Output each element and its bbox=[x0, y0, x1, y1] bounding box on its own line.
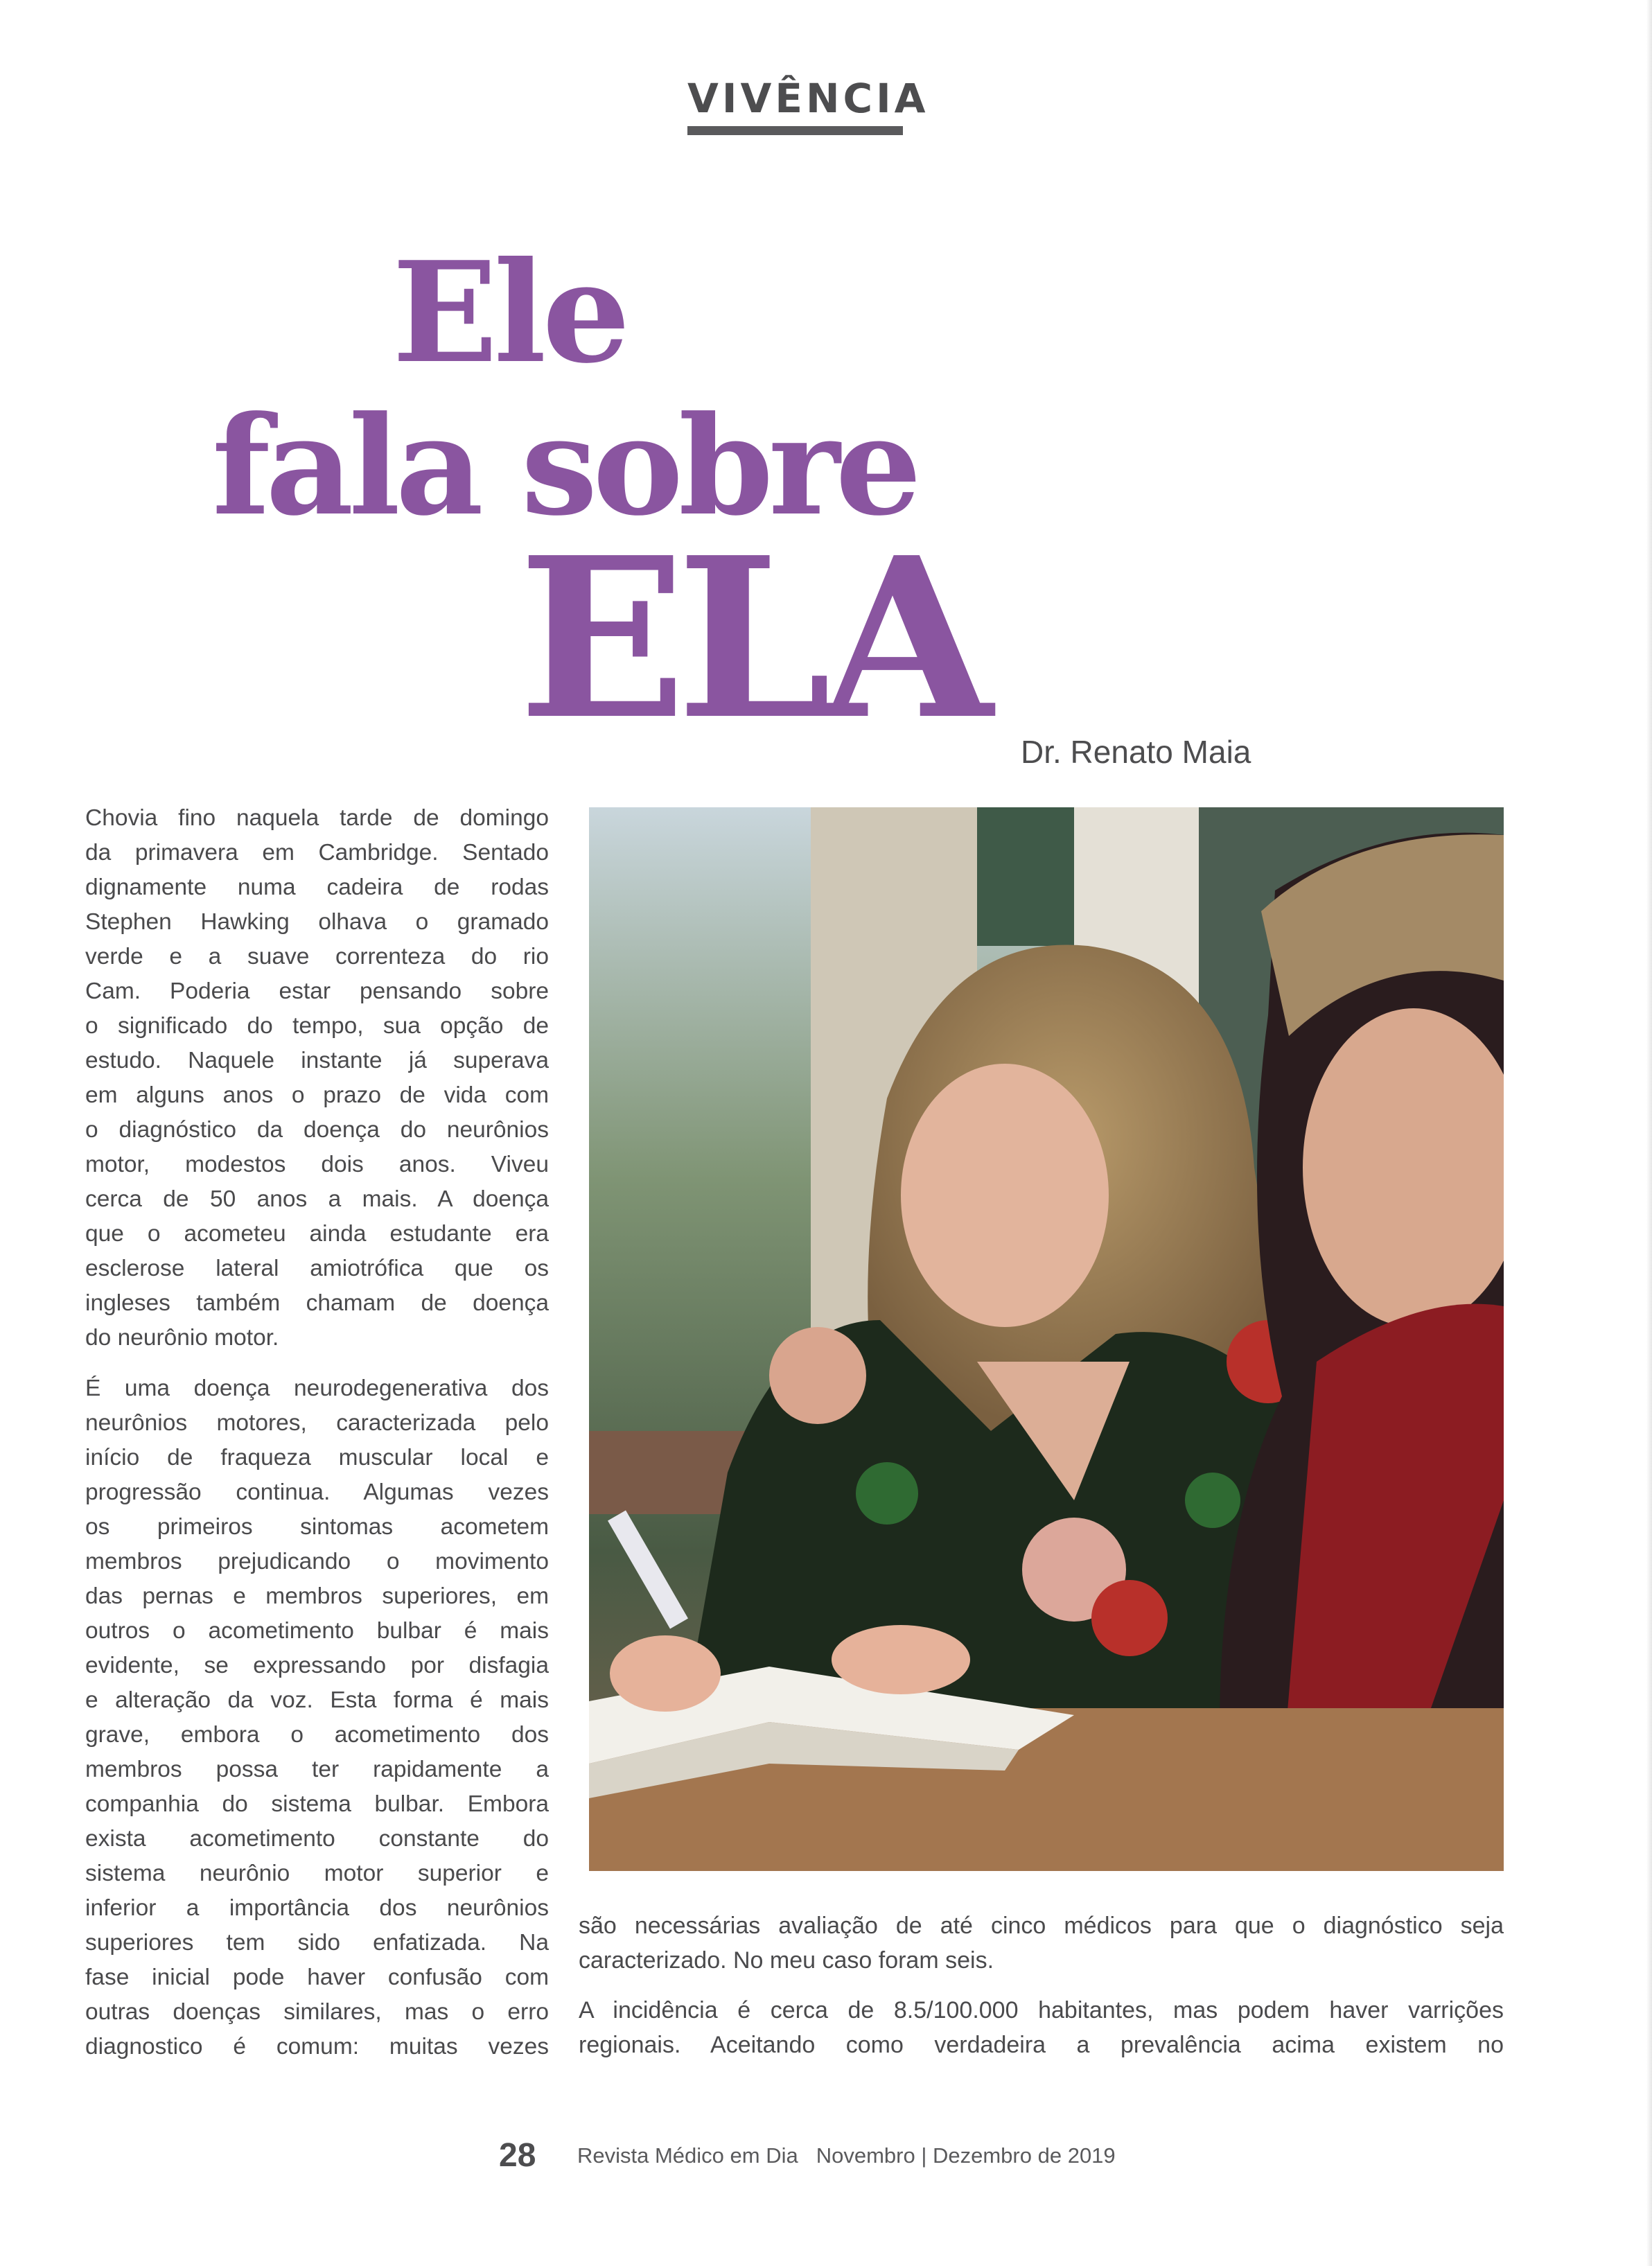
text-line: Stephen Hawking olhava o gramado bbox=[85, 909, 549, 935]
left-paragraph-1 bbox=[85, 801, 549, 1355]
text-line: estudo. Naquele instante já superava bbox=[85, 1048, 549, 1073]
text-line: das pernas e membros superiores, em bbox=[85, 1583, 549, 1609]
text-line: cerca de 50 anos a mais. A doença bbox=[85, 1186, 549, 1212]
text-line: ingleses também chamam de doença bbox=[85, 1290, 549, 1316]
text-line: grave, embora o acometimento dos bbox=[85, 1722, 549, 1748]
right-paragraph-1 bbox=[579, 1908, 1504, 1978]
footer-info bbox=[577, 2143, 1134, 2168]
text-line: em alguns anos o prazo de vida com bbox=[85, 1082, 549, 1108]
text-line: inferior a importância dos neurônios bbox=[85, 1895, 549, 1921]
text-line: superiores tem sido enfatizada. Na bbox=[85, 1930, 549, 1956]
text-line: A incidência é cerca de 8.5/100.000 habitantes, mas podem haver varrições bbox=[579, 1997, 1504, 2023]
text-line: diagnostico é comum: muitas vezes bbox=[85, 2034, 549, 2059]
text-line: companhia do sistema bulbar. Embora bbox=[85, 1791, 549, 1817]
text-line: neurônios motores, caracterizada pelo bbox=[85, 1410, 549, 1436]
text-line: membros prejudicando o movimento bbox=[85, 1549, 549, 1574]
text-line: membros possa ter rapidamente a bbox=[85, 1757, 549, 1782]
text-line: são necessárias avaliação de até cinco médicos para que o diagnóstico seja bbox=[579, 1913, 1504, 1939]
text-line: caracterizado. No meu caso foram seis. bbox=[579, 1947, 994, 1974]
page-edge bbox=[1646, 0, 1652, 2266]
publication-name: Revista Médico em Dia bbox=[577, 2143, 798, 2168]
text-line: os primeiros sintomas acometem bbox=[85, 1514, 549, 1540]
text-line: progressão continua. Algumas vezes bbox=[85, 1479, 549, 1505]
text-line: fase inicial pode haver confusão com bbox=[85, 1965, 549, 1990]
issue-date: Novembro | Dezembro de 2019 bbox=[816, 2143, 1116, 2168]
text-line: É uma doença neurodegenerativa dos bbox=[85, 1376, 549, 1401]
text-line: início de fraqueza muscular local e bbox=[85, 1445, 549, 1470]
text-line: dignamente numa cadeira de rodas bbox=[85, 875, 549, 900]
section-label: VIVÊNCIA bbox=[687, 75, 929, 122]
text-line: o diagnóstico da doença do neurônios bbox=[85, 1117, 549, 1143]
text-line: esclerose lateral amiotrófica que os bbox=[85, 1256, 549, 1281]
section-underline bbox=[687, 126, 903, 135]
right-paragraph-2 bbox=[579, 1993, 1504, 2062]
title-line-1: Ele bbox=[392, 231, 626, 394]
text-line: sistema neurônio motor superior e bbox=[85, 1861, 549, 1886]
left-paragraph-2 bbox=[85, 1371, 549, 2064]
text-line: verde e a suave correnteza do rio bbox=[85, 944, 549, 969]
author-byline: Dr. Renato Maia bbox=[1021, 734, 1251, 770]
text-line: outros o acometimento bulbar é mais bbox=[85, 1618, 549, 1644]
text-line: motor, modestos dois anos. Viveu bbox=[85, 1152, 549, 1177]
text-line: o significado do tempo, sua opção de bbox=[85, 1013, 549, 1039]
text-line: Chovia fino naquela tarde de domingo bbox=[85, 805, 549, 831]
page-number: 28 bbox=[499, 2137, 536, 2174]
title-line-2: fala sobre bbox=[212, 387, 917, 546]
text-line: da primavera em Cambridge. Sentado bbox=[85, 840, 549, 866]
text-line: outras doenças similares, mas o erro bbox=[85, 1999, 549, 2025]
text-line: Cam. Poderia estar pensando sobre bbox=[85, 978, 549, 1004]
text-line: exista acometimento constante do bbox=[85, 1826, 549, 1852]
text-line: do neurônio motor. bbox=[85, 1325, 279, 1351]
text-line: que o acometeu ainda estudante era bbox=[85, 1221, 549, 1247]
article-photo bbox=[589, 807, 1504, 1871]
text-line: regionais. Aceitando como verdadeira a prevalência acima existem no bbox=[579, 2032, 1504, 2058]
text-line: e alteração da voz. Esta forma é mais bbox=[85, 1687, 549, 1713]
photo-illustration bbox=[589, 807, 1504, 1871]
text-line: evidente, se expressando por disfagia bbox=[85, 1653, 549, 1678]
title-line-3: ELA bbox=[518, 509, 983, 768]
